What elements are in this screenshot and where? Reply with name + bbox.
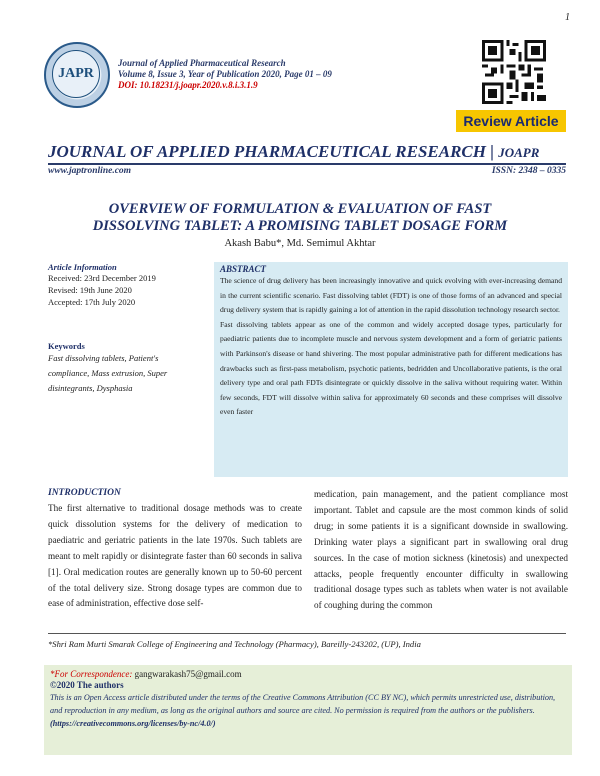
- abstract-heading: ABSTRACT: [220, 264, 267, 274]
- article-info-box: [48, 262, 208, 477]
- accepted-date: Accepted: 17th July 2020: [48, 297, 136, 307]
- masthead-abbr: JOAPR: [498, 145, 540, 160]
- license-body: This is an Open Access article distributed under the terms of the Creative Commons Attribution (CC BY NC), which permits unrestricted use, distribution, and reproduction in any medium, as long as the original authors and source are cited. No permission is required from the authors or the publishers.: [50, 693, 556, 715]
- logo-text: JAPR: [52, 50, 100, 98]
- keywords-line-3: disintegrants, Dysphasia: [48, 383, 133, 393]
- review-article-badge: Review Article: [456, 110, 566, 132]
- revised-date: Revised: 19th June 2020: [48, 285, 132, 295]
- article-title: [40, 201, 560, 235]
- masthead-title: JOURNAL OF APPLIED PHARMACEUTICAL RESEARCH: [48, 142, 486, 161]
- abstract-box: [214, 262, 568, 477]
- journal-url[interactable]: www.japtronline.com: [48, 166, 132, 176]
- license-link[interactable]: (https://creativecommons.org/licenses/by-nc/4.0/): [50, 719, 216, 728]
- masthead-rule: [48, 163, 566, 165]
- page-number: 1: [565, 12, 570, 23]
- keywords-heading: Keywords: [48, 341, 85, 351]
- title-line-1: OVERVIEW OF FORMULATION & EVALUATION OF FAST: [108, 201, 492, 217]
- affiliation: *Shri Ram Murti Smarak College of Engineering and Technology (Pharmacy), Bareilly-243202, (UP), India: [48, 639, 421, 649]
- title-line-2: DISSOLVING TABLET: A PROMISING TABLET DOSAGE FORM: [92, 218, 508, 234]
- journal-info: [118, 58, 332, 91]
- article-info-heading: Article Information: [48, 262, 117, 272]
- correspondence-box: [44, 665, 572, 755]
- intro-column-1: The first alternative to traditional dosage methods was to create quick dissolution systems for the delivery of medication to paediatric and geriatric patients in the late 1970s. Such tablets are meant to melt rapidly or disintegrate faster than 60 seconds in saliva [1]. Oral medication routes are generally known up to 50-60 percent of the total delivery size. Strong dosage types are common due to ease of administration, effective dose self-: [48, 503, 302, 609]
- introduction-heading: INTRODUCTION: [48, 488, 121, 498]
- received-date: Received: 23rd December 2019: [48, 273, 156, 283]
- authors: Akash Babu*, Md. Semimul Akhtar: [224, 238, 376, 249]
- correspondence-label: *For Correspondence:: [50, 669, 133, 679]
- qr-code-icon: [482, 40, 546, 104]
- correspondence-line: [50, 669, 566, 679]
- journal-masthead: [48, 142, 539, 162]
- keywords-line-2: compliance, Mass extrusion, Super: [48, 368, 168, 378]
- keywords-line-1: Fast dissolving tablets, Patient's: [48, 353, 159, 363]
- abstract-paragraph-2: Fast dissolving tablets appear as one of the common and widely accepted dosage types, particularly for paediatric patients due to incomplete muscle and nervous system development and a form of geriatric patients with Parkinson's disease or hand shivering. The most popular administrative path for different medications has drawbacks such as first-pass metabolism, psychotic patients, bedridden and Uncollaborative patients, is the oral delivery type and oral path FDTs disintegrate or quickly dissolve in the saliva without requiring water. Within few seconds, FDT will dissolve within saliva for approximately 60 seconds and these comprises will dissolve even faster: [220, 319, 562, 417]
- license-text: [50, 691, 566, 730]
- masthead-separator: |: [490, 142, 494, 161]
- abstract-paragraph-1: The science of drug delivery has been increasingly innovative and quick evolving with ever-increasing demand in the current scientific scenario. Fast dissolving tablet (FDT) is one of those forms of an advanced and special drug delivery system that is rapidly gaining a lot of attention in the rapid dissolution technology research sector.: [220, 276, 562, 315]
- journal-name: Journal of Applied Pharmaceutical Research: [118, 58, 286, 68]
- issn: ISSN: 2348 – 0335: [491, 166, 566, 176]
- correspondence-email[interactable]: gangwarakash75@gmail.com: [134, 669, 242, 679]
- intro-column-2: medication, pain management, and the patient compliance most important. Tablet and capsule are the most common kinds of solid drug; in some patients it is a significant downside in swallowing. Drinking water plays a significant part in swallowing oral drug sources. In the case of motion sickness (kinetosis) and unexpected attacks, people frequently encounter difficulty in swallowing traditional dosage types such as tablets when water is not available of coughing during the common: [314, 489, 568, 611]
- volume-line: Volume 8, Issue 3, Year of Publication 2020, Page 01 – 09: [118, 69, 332, 79]
- copyright: ©2020 The authors: [50, 680, 124, 690]
- footnote-rule: [48, 633, 566, 634]
- doi: DOI: 10.18231/j.joapr.2020.v.8.i.3.1.9: [118, 80, 258, 90]
